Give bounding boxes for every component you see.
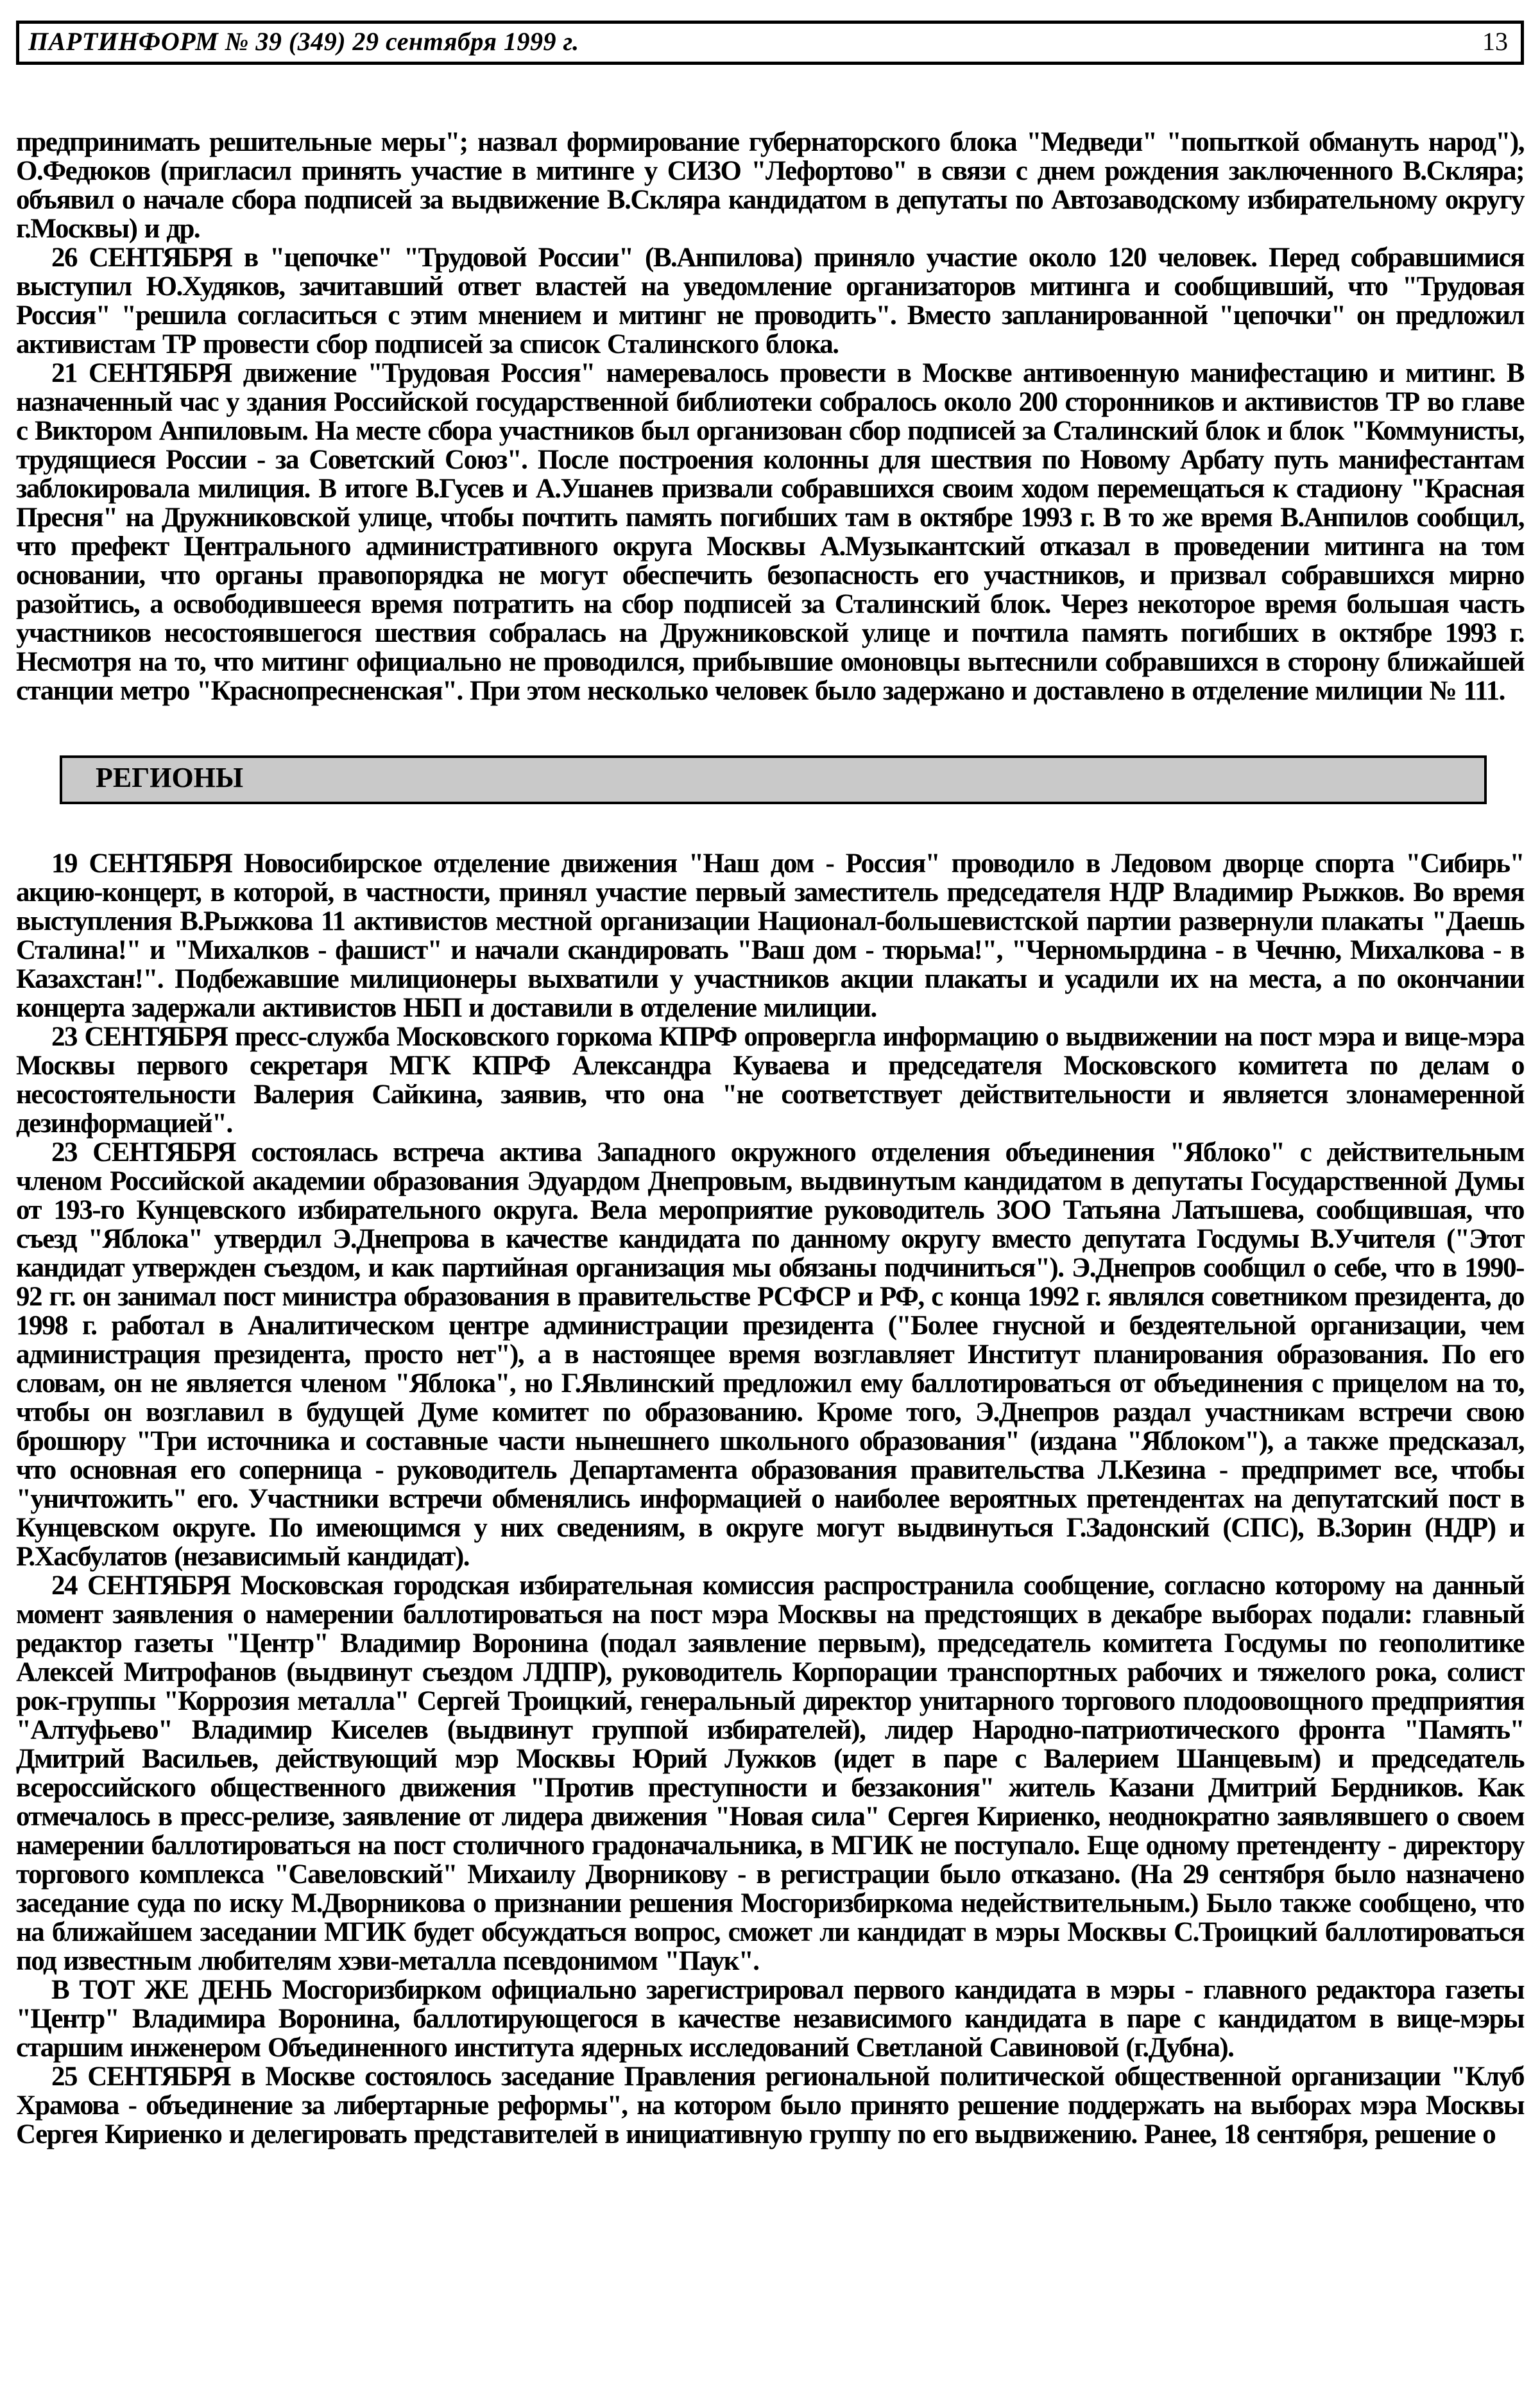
paragraph-continuation: предпринимать решительные меры"; назвал формирование губернаторского блока "Медведи" "попыткой обмануть народ"), О.Федюков (пригласил принять участие в митинге у СИЗО "Лефортово" в связи с днем рождения заключенного В.Скляра; объявил о начале сбора подписей за выдвижение В.Скляра кандидатом в депутаты по Автозаводскому избирательному округу г.Москвы) и др.: [16, 127, 1524, 244]
section-header-regions: [60, 755, 1487, 804]
section-header-label: РЕГИОНЫ: [96, 762, 244, 793]
newsletter-page: [0, 21, 1540, 2403]
article-body: [16, 128, 1524, 2149]
paragraph-sep26: 26 СЕНТЯБРЯ в "цепочке" "Трудовой России" (В.Анпилова) приняло участие около 120 человек. Перед собравшимися выступил Ю.Худяков, зачитавший ответ властей на уведомление организаторов митинга и сообщивший, что "Трудовая Россия" "решила согласиться с этим мнением и митинг не проводить". Вместо запланированной "цепочки" он предложил активистам ТР провести сбор подписей за список Сталинского блока.: [16, 243, 1524, 359]
page-number: 13: [1482, 27, 1508, 56]
paragraph-sep21: 21 СЕНТЯБРЯ движение "Трудовая Россия" намеревалось провести в Москве антивоенную манифестацию и митинг. В назначенный час у здания Российской государственной библиотеки собралось около 200 сторонников и активистов ТР во главе с Виктором Анпиловым. На месте сбора участников был организован сбор подписей за Сталинский блок и блок "Коммунисты, трудящиеся России - за Советский Союз". После построения колонны для шествия по Новому Арбату путь манифестантам заблокировала милиция. В итоге В.Гусев и А.Ушанев призвали собравшихся своим ходом перемещаться к стадиону "Красная Пресня" на Дружниковской улице, чтобы почтить память погибших там в октябре 1993 г. В то же время В.Анпилов сообщил, что префект Центрального административного округа Москвы А.Музыкантский отказал в проведении митинга на том основании, что органы правопорядка не могут обеспечить безопасность его участников, и призвал собравшихся мирно разойтись, а освободившееся время потратить на сбор подписей за Сталинский блок. Через некоторое время большая часть участников несостоявшегося шествия собралась на Дружниковской улице и почтила память погибших в октябре 1993 г. Несмотря на то, что митинг официально не проводился, прибывшие омоновцы вытеснили собравшихся в сторону ближайшей станции метро "Краснопресненская". При этом несколько человек было задержано и доставлено в отделение милиции № 111.: [16, 358, 1524, 706]
masthead-title: ПАРТИНФОРМ № 39 (349) 29 сентября 1999 г.: [28, 27, 579, 56]
paragraph-sep23-kprf: 23 СЕНТЯБРЯ пресс-служба Московского горкома КПРФ опровергла информацию о выдвижении на пост мэра и вице-мэра Москвы первого секретаря МГК КПРФ Александра Куваева и председателя Московского комитета по делам о несостоятельности Валерия Сайкина, заявив, что она "не соответствует действительности и является злонамеренной дезинформацией".: [16, 1022, 1524, 1139]
paragraph-sep23-yabloko: 23 СЕНТЯБРЯ состоялась встреча актива Западного окружного отделения объединения "Яблоко" с действительным членом Российской академии образования Эдуардом Днепровым, выдвинутым кандидатом в депутаты Государственной Думы от 193-го Кунцевского избирательного округа. Вела мероприятие руководитель ЗОО Татьяна Латышева, сообщившая, что съезд "Яблока" утвердил Э.Днепрова в качестве кандидата по данному округу вместо депутата Госдумы В.Учителя ("Этот кандидат утвержден съездом, и как партийная организация мы обязаны подчиниться"). Э.Днепров сообщил о себе, что в 1990-92 гг. он занимал пост министра образования в правительстве РСФСР и РФ, с конца 1992 г. являлся советником президента, до 1998 г. работал в Аналитическом центре администрации президента ("Более гнусной и бездеятельной организации, чем администрация президента, просто нет"), а в настоящее время возглавляет Институт планирования образования. По его словам, он не является членом "Яблока", но Г.Явлинский предложил ему баллотироваться от объединения с прицелом на то, чтобы он возглавил в будущей Думе комитет по образованию. Кроме того, Э.Днепров раздал участникам встречи свою брошюру "Три источника и составные части нынешнего школьного образования" (издана "Яблоком"), а также предсказал, что основная его соперница - руководитель Департамента образования правительства Л.Кезина - предпримет все, чтобы "уничтожить" его. Участники встречи обменялись информацией о наиболее вероятных претендентах на депутатский пост в Кунцевском округе. По имеющимся у них сведениям, в округе могут выдвинуться Г.Задонский (СПС), В.Зорин (НДР) и Р.Хасбулатов (независимый кандидат).: [16, 1137, 1524, 1572]
paragraph-same-day: В ТОТ ЖЕ ДЕНЬ Мосгоризбирком официально зарегистрировал первого кандидата в мэры - главного редактора газеты "Центр" Владимира Воронина, баллотирующегося в качестве независимого кандидата в паре с кандидатом в вице-мэры старшим инженером Объединенного института ядерных исследований Светланой Савиновой (г.Дубна).: [16, 1975, 1524, 2063]
masthead: [16, 21, 1524, 65]
paragraph-sep24-mgik: 24 СЕНТЯБРЯ Московская городская избирательная комиссия распространила сообщение, согласно которому на данный момент заявления о намерении баллотироваться на пост мэра Москвы на предстоящих в декабре выборах подали: главный редактор газеты "Центр" Владимир Воронина (подал заявление первым), председатель комитета Госдумы по геополитике Алексей Митрофанов (выдвинут съездом ЛДПР), руководитель Корпорации транспортных рабочих и тяжелого рока, солист рок-группы "Коррозия металла" Сергей Троицкий, генеральный директор унитарного торгового плодоовощного предприятия "Алтуфьево" Владимир Киселев (выдвинут группой избирателей), лидер Народно-патриотического фронта "Память" Дмитрий Васильев, действующий мэр Москвы Юрий Лужков (идет в паре с Валерием Шанцевым) и председатель всероссийского общественного движения "Против преступности и беззакония" житель Казани Дмитрий Бердников. Как отмечалось в пресс-релизе, заявление от лидера движения "Новая сила" Сергея Кириенко, неоднократно заявлявшего о своем намерении баллотироваться на пост столичного градоначальника, в МГИК не поступало. Еще одному претенденту - директору торгового комплекса "Савеловский" Михаилу Дворникову - в регистрации было отказано. (На 29 сентября было назначено заседание суда по иску М.Дворникова о признании решения Мосгоризбиркома недействительным.) Было также сообщено, что на ближайшем заседании МГИК будет обсуждаться вопрос, сможет ли кандидат в мэры Москвы С.Троицкий баллотироваться под известным любителям хэви-металла псевдонимом "Паук".: [16, 1571, 1524, 1976]
paragraph-sep25: 25 СЕНТЯБРЯ в Москве состоялось заседание Правления региональной политической общественной организации "Клуб Храмова - объединение за либертарные реформы", на котором было принято решение поддержать на выборах мэра Москвы Сергея Кириенко и делегировать представителей в инициативную группу по его выдвижению. Ранее, 18 сентября, решение о: [16, 2062, 1524, 2149]
paragraph-sep19: 19 СЕНТЯБРЯ Новосибирское отделение движения "Наш дом - Россия" проводило в Ледовом дворце спорта "Сибирь" акцию-концерт, в которой, в частности, принял участие первый заместитель председателя НДР Владимир Рыжков. Во время выступления В.Рыжкова 11 активистов местной организации Национал-большевистской партии развернули плакаты "Даешь Сталина!" и "Михалков - фашист" и начали скандировать "Ваш дом - тюрьма!", "Черномырдина - в Чечню, Михалкова - в Казахстан!". Подбежавшие милиционеры выхватили у участников акции плакаты и усадили их на места, а по окончании концерта задержали активистов НБП и доставили в отделение милиции.: [16, 848, 1524, 1023]
